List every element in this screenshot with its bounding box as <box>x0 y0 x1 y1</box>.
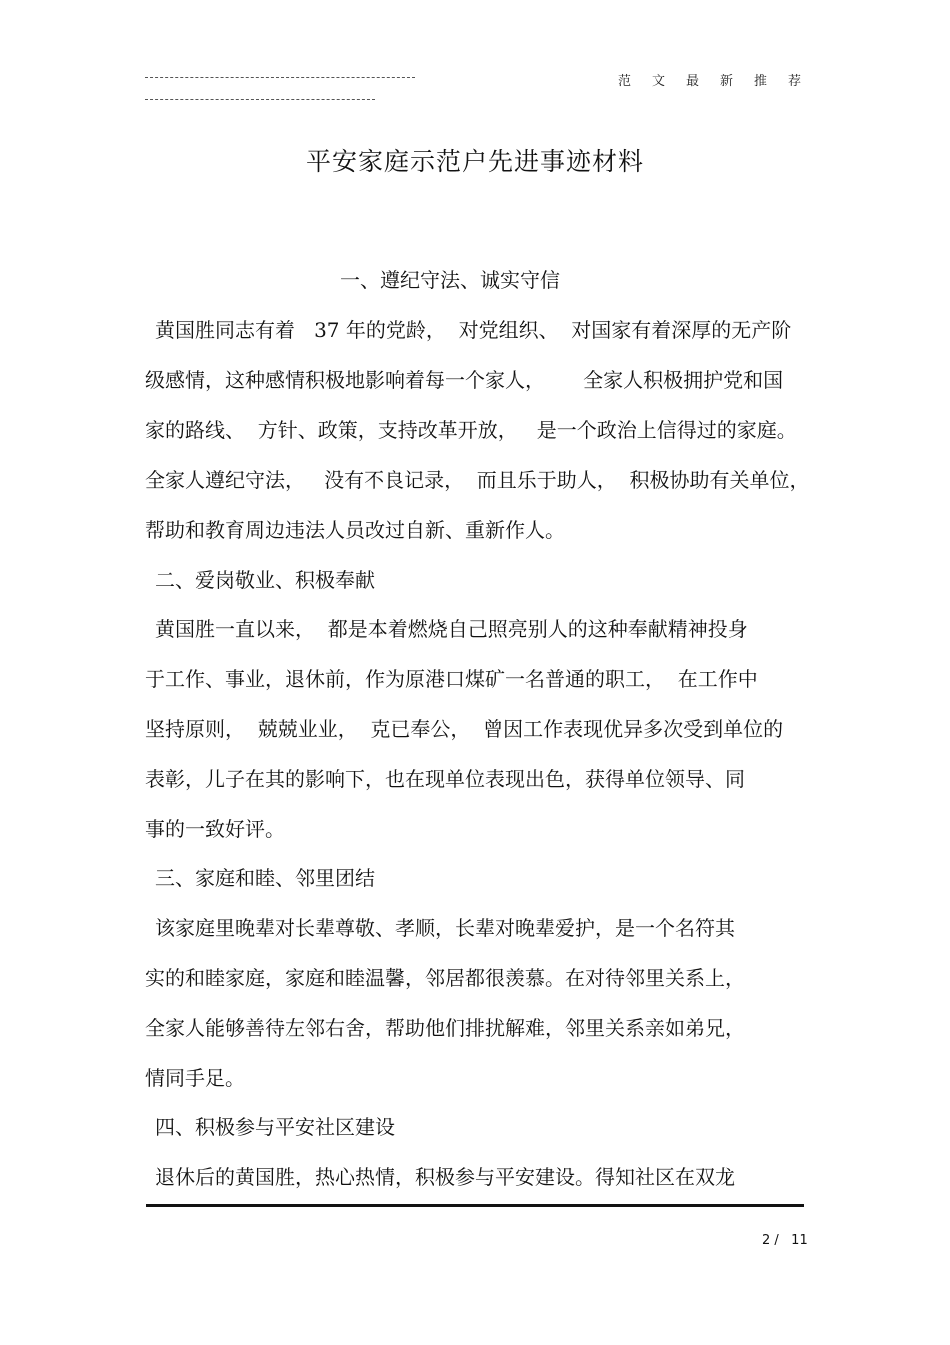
section-heading: 二、爱岗敬业、积极奉献 <box>155 568 375 592</box>
header-dashed-rule <box>145 99 375 100</box>
paragraph-line: 表彰，儿子在其的影响下，也在现单位表现出色，获得单位领导、同 <box>145 767 745 791</box>
header-dashed-rule <box>145 77 415 78</box>
paragraph-line: 退休后的黄国胜，热心热情，积极参与平安建设。得知社区在双龙 <box>155 1165 735 1189</box>
paragraph-line: 全家人遵纪守法， 没有不良记录， 而且乐于助人， 积极协助有关单位， <box>145 468 810 492</box>
paragraph-line: 情同手足。 <box>145 1066 245 1090</box>
paragraph-line: 家的路线、 方针、政策，支持改革开放， 是一个政治上信得过的家庭。 <box>145 418 797 442</box>
header-tagline: 范文最新推荐 <box>618 74 823 89</box>
paragraph-line: 于工作、事业，退休前，作为原港口煤矿一名普通的职工， 在工作中 <box>145 667 758 691</box>
page-number: 2 / 11 <box>762 1233 808 1248</box>
paragraph-line: 坚持原则， 兢兢业业， 克已奉公， 曾因工作表现优异多次受到单位的 <box>145 717 784 741</box>
paragraph-line: 黄国胜同志有着 37 年的党龄， 对党组织、 对国家有着深厚的无产阶 <box>155 318 792 342</box>
document-title: 平安家庭示范户先进事迹材料 <box>305 147 644 176</box>
paragraph-line: 实的和睦家庭，家庭和睦温馨，邻居都很羡慕。在对待邻里关系上， <box>145 966 745 990</box>
paragraph-line: 该家庭里晚辈对长辈尊敬、孝顺，长辈对晚辈爱护，是一个名符其 <box>155 916 735 940</box>
paragraph-line: 黄国胜一直以来， 都是本着燃烧自己照亮别人的这种奉献精神投身 <box>155 617 748 641</box>
paragraph-line: 事的一致好评。 <box>145 817 285 841</box>
section-heading: 三、家庭和睦、邻里团结 <box>155 866 375 890</box>
section-heading: 一、遵纪守法、诚实守信 <box>340 268 560 292</box>
section-heading: 四、积极参与平安社区建设 <box>155 1115 395 1139</box>
paragraph-line: 帮助和教育周边违法人员改过自新、重新作人。 <box>145 518 565 542</box>
paragraph-line: 全家人能够善待左邻右舍，帮助他们排扰解难，邻里关系亲如弟兄， <box>145 1016 745 1040</box>
footer-rule <box>146 1204 804 1207</box>
paragraph-line: 级感情，这种感情积极地影响着每一个家人， 全家人积极拥护党和国 <box>145 368 784 392</box>
